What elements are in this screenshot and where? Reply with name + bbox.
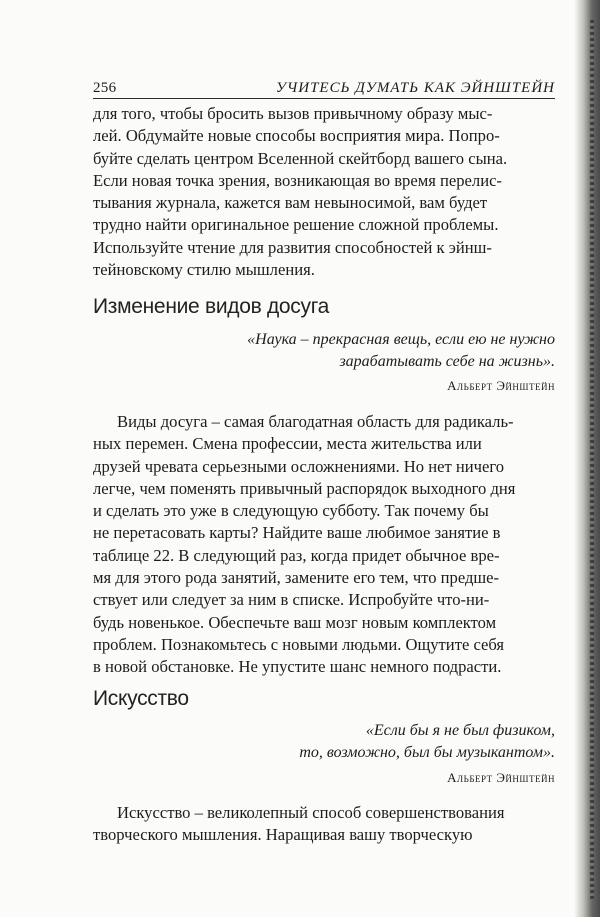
epigraph-line: «Если бы я не был физиком, <box>365 722 555 739</box>
text-line: друзей чревата серьезными осложнениями. Но нет ничего <box>93 456 505 476</box>
epigraph-author: Альберт Эйнштейн <box>447 378 555 393</box>
page-number: 256 <box>93 80 117 96</box>
header-rule <box>93 98 555 99</box>
epigraph-art <box>299 720 555 764</box>
text-line: Искусство – великолепный способ совершенствования <box>117 803 505 822</box>
text-line: творческого мышления. Наращивая вашу творческую <box>93 825 473 845</box>
text-line: трудно найти оригинальное решение сложной проблемы. <box>93 215 499 235</box>
text-line: проблем. Познакомьтесь с новыми людьми. Ощутите себя <box>93 634 505 654</box>
text-line: тывания журнала, кажется вам невыносимой, вам будет <box>93 193 488 213</box>
section-heading-art: Искусство <box>93 687 189 710</box>
running-header <box>93 80 555 97</box>
running-title: УЧИТЕСЬ ДУМАТЬ КАК ЭЙНШТЕЙН <box>275 80 555 96</box>
leisure-paragraph <box>93 411 555 679</box>
epigraph-line: зарабатывать себе на жизнь». <box>339 353 555 370</box>
text-line: в новой обстановке. Не упустите шанс немного подрасти. <box>93 657 502 677</box>
text-line: буйте сделать центром Вселенной скейтборд вашего сына. <box>93 148 508 168</box>
text-line: таблице 22. В следующий раз, когда придет обычное вре- <box>93 545 500 565</box>
text-line: ствует или следует за ним в списке. Испробуйте что-ни- <box>93 590 490 610</box>
intro-paragraph <box>93 103 555 281</box>
text-line: тейновскому стилю мышления. <box>93 260 315 280</box>
text-line: не перетасовать карты? Найдите ваше любимое занятие в <box>93 523 501 543</box>
text-line: Виды досуга – самая благодатная область для радикаль- <box>117 412 514 431</box>
text-line: легче, чем поменять привычный распорядок выходного дня <box>93 478 516 498</box>
epigraph-author: Альберт Эйнштейн <box>447 770 555 785</box>
page-edge-stripes <box>590 20 594 900</box>
text-line: Если новая точка зрения, возникающая во время перелис- <box>93 170 502 190</box>
section-heading-leisure: Изменение видов досуга <box>93 295 329 318</box>
epigraph-line: «Наука – прекрасная вещь, если ею не нужно <box>247 331 555 348</box>
text-line: Используйте чтение для развития способностей к эйнш- <box>93 237 492 257</box>
text-line: будь новенькое. Обеспечьте ваш мозг новым комплектом <box>93 612 497 632</box>
text-line: для того, чтобы бросить вызов привычному образу мыс- <box>93 104 493 123</box>
text-line: мя для этого рода занятий, замените его тем, что предше- <box>93 568 500 588</box>
text-line: ных перемен. Смена профессии, места жительства или <box>93 434 482 454</box>
text-line: лей. Обдумайте новые способы восприятия мира. Попро- <box>93 126 500 146</box>
art-paragraph <box>93 802 555 847</box>
text-line: и сделать это уже в следующую субботу. Так почему бы <box>93 501 489 521</box>
page-edge-shadow <box>574 0 600 917</box>
epigraph-line: то, возможно, был бы музыкантом». <box>299 744 555 761</box>
epigraph-leisure <box>247 329 555 373</box>
